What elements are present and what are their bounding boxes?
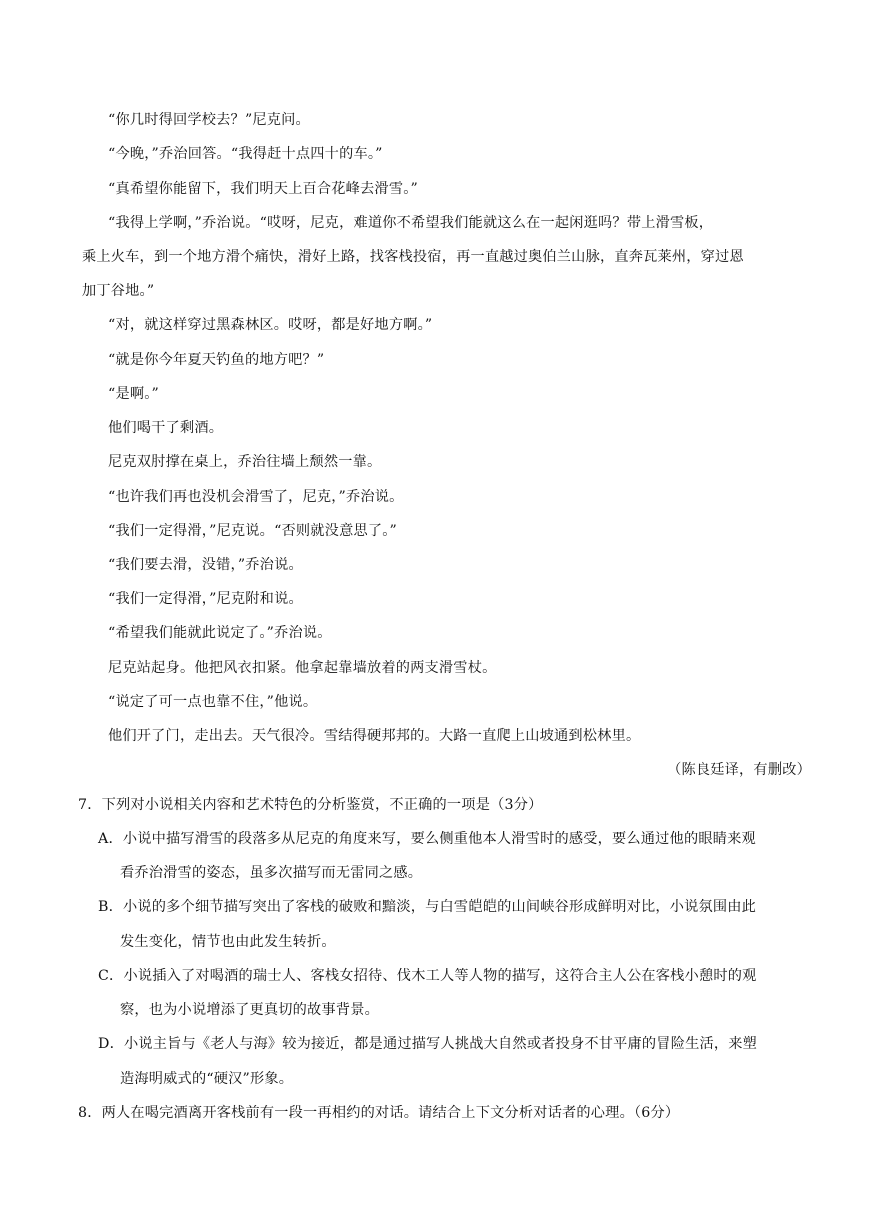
question-7-stem: 7．下列对小说相关内容和艺术特色的分析鉴赏，不正确的一项是（3分） — [78, 797, 543, 813]
question-7-option-a: A．小说中描写滑雪的段落多从尼克的角度来写，要么侧重他本人滑雪时的感受，要么通过他的眼睛来观 — [98, 831, 756, 847]
source-attribution: （陈良廷译，有删改） — [667, 762, 811, 778]
question-7-option-a-continued: 看乔治滑雪的姿态，虽多次描写而无雷同之感。 — [120, 865, 423, 881]
dialogue-line: “就是你今年夏天钓鱼的地方吧？” — [108, 352, 325, 368]
dialogue-line: “真希望你能留下，我们明天上百合花峰去滑雪。” — [108, 181, 418, 197]
question-7-option-d: D．小说主旨与《老人与海》较为接近，都是通过描写人挑战大自然或者投身不甘平庸的冒险生活，来塑 — [98, 1036, 758, 1052]
dialogue-line: “是啊。” — [108, 386, 159, 402]
dialogue-line: “希望我们能就此说定了。”乔治说。 — [108, 625, 332, 641]
dialogue-line: “我们要去滑，没错，”乔治说。 — [108, 557, 303, 573]
dialogue-line: “我们一定得滑，”尼克附和说。 — [108, 591, 303, 607]
dialogue-line-continued: 加丁谷地。” — [82, 283, 155, 299]
narration-line: 尼克双肘撑在桌上，乔治往墙上颓然一靠。 — [108, 454, 382, 470]
dialogue-line: “说定了可一点也靠不住，”他说。 — [108, 694, 318, 710]
question-7-option-c: C．小说插入了对喝酒的瑞士人、客栈女招待、伐木工人等人物的描写，这符合主人公在客栈小憩时的观 — [98, 968, 757, 984]
question-7-option-b-continued: 发生变化，情节也由此发生转折。 — [120, 934, 336, 950]
dialogue-line: “我们一定得滑，”尼克说。“否则就没意思了。” — [108, 523, 397, 539]
dialogue-line: “今晚，”乔治回答。“我得赶十点四十的车。” — [108, 146, 383, 162]
dialogue-line: “对，就这样穿过黑森林区。哎呀，都是好地方啊。” — [108, 317, 433, 333]
narration-line: 他们开了门，走出去。天气很冷。雪结得硬邦邦的。大路一直爬上山坡通到松林里。 — [108, 728, 641, 744]
narration-line: 他们喝干了剩酒。 — [108, 420, 224, 436]
dialogue-line: “也许我们再也没机会滑雪了，尼克，”乔治说。 — [108, 489, 404, 505]
dialogue-line: “我得上学啊，”乔治说。“哎呀，尼克，难道你不希望我们能就这么在一起闲逛吗？带上滑雪板， — [108, 215, 714, 231]
question-7-option-c-continued: 察，也为小说增添了更真切的故事背景。 — [120, 1002, 379, 1018]
question-8-stem: 8．两人在喝完酒离开客栈前有一段一再相约的对话。请结合上下文分析对话者的心理。（6分） — [78, 1105, 680, 1121]
dialogue-line-continued: 乘上火车，到一个地方滑个痛快，滑好上路，找客栈投宿，再一直越过奥伯兰山脉，直奔瓦莱州，穿过恩 — [82, 249, 744, 265]
question-7-option-d-continued: 造海明威式的“硬汉”形象。 — [120, 1071, 294, 1087]
narration-line: 尼克站起身。他把风衣扣紧。他拿起靠墙放着的两支滑雪杖。 — [108, 660, 497, 676]
dialogue-line: “你几时得回学校去？”尼克问。 — [108, 112, 310, 128]
question-7-option-b: B．小说的多个细节描写突出了客栈的破败和黯淡，与白雪皑皑的山间峡谷形成鲜明对比，小说氛围由此 — [98, 899, 757, 915]
